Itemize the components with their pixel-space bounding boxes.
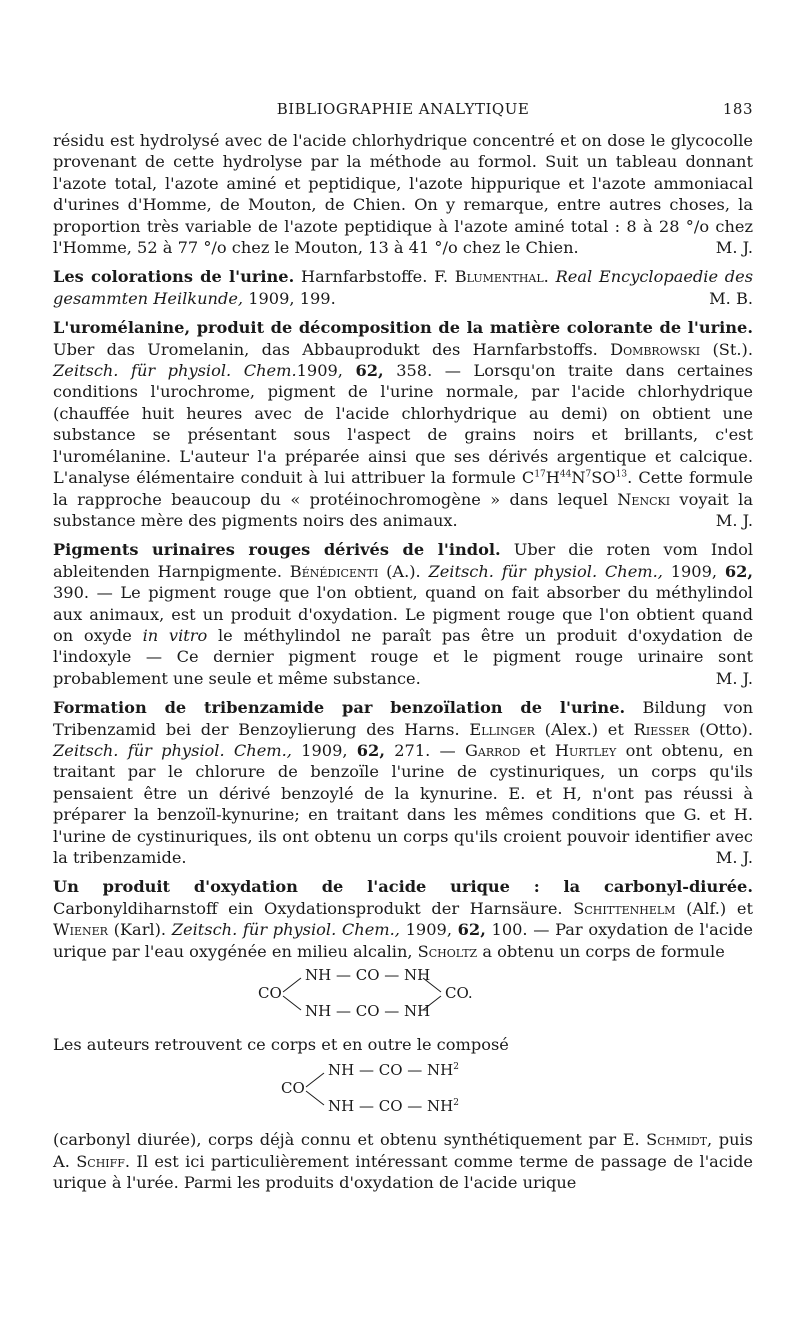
author: Blumenthal. bbox=[454, 267, 549, 287]
subscript: 17 bbox=[534, 469, 546, 480]
article-title: Formation de tribenzamide par benzoïlation de l'urine. bbox=[53, 698, 626, 718]
text: (Karl). bbox=[107, 920, 172, 940]
author: Hurtley bbox=[554, 740, 617, 760]
bracket-left-top bbox=[283, 978, 301, 992]
text: 358. — Lorsqu'on traite dans certaines conditions l'urochrome, pigment de l'urine normale, par l'acide chlorhydrique (chauffée huit heures avec de l'acide chlorhydrique au demi) on obtient une substance se présentant sous l'aspect de grains noirs et brillants, c'est l'uromélanine. L'auteur l'a préparée ainsi que ses dérivés argentique et calcique. L'analyse élémentaire conduit à lui attribuer la formule C bbox=[53, 361, 753, 488]
text: Uber die roten vom Indol ableitenden Harnpigmente. bbox=[53, 540, 753, 581]
paragraph-continued bbox=[53, 130, 753, 258]
text: a obtenu un corps de formule bbox=[477, 941, 725, 961]
formula-bottom-text: NH — CO — NH bbox=[328, 1097, 454, 1116]
volume: 62, bbox=[724, 561, 753, 581]
text: 1909, bbox=[291, 740, 357, 760]
text: ont obtenu, en traitant par le chlorure de benzoïle l'urine de cystinuriques, un corps qu'ils pensaient être un dérivé benzoylé de la kynurine. E. et H, n'ont pas réussi à préparer la benzoïl-kynurine; en traitant dans les mêmes conditions que G. et H. l'urine de cystinuriques, ils ont obtenu un corps qu'ils croient pouvoir identifier avec la tribenzamide. bbox=[53, 740, 753, 867]
journal: Zeitsch. für physiol. Chem., bbox=[171, 920, 400, 940]
bracket-left-top bbox=[306, 1073, 324, 1087]
article-tribenzamide bbox=[53, 697, 753, 868]
text: , puis A. bbox=[53, 1130, 753, 1171]
article-uromelanine bbox=[53, 317, 753, 531]
text: 271. — bbox=[384, 740, 465, 760]
text: H bbox=[545, 468, 560, 488]
text: Bildung von Tribenzamid bei der Benzoylierung des Harns. bbox=[53, 698, 753, 739]
text: (carbonyl diurée), corps déjà connu et obtenu synthétiquement par E. bbox=[53, 1130, 647, 1150]
signature: M. J. bbox=[715, 510, 753, 530]
author: Scholtz bbox=[417, 941, 478, 961]
signature: M. J. bbox=[715, 668, 753, 688]
journal: Real Encyclopaedie des gesammten Heilkunde, bbox=[53, 267, 754, 308]
text: (Alex.) et bbox=[534, 719, 634, 739]
author: Schiff bbox=[76, 1151, 125, 1171]
volume: 62, bbox=[457, 920, 486, 940]
text: 1909, bbox=[399, 920, 458, 940]
text: 1909, bbox=[296, 361, 356, 381]
text: N bbox=[571, 468, 586, 488]
formula-top: NH — CO — NH bbox=[305, 966, 431, 985]
signature: M. J. bbox=[715, 238, 753, 258]
text: 1909, 199. bbox=[243, 288, 336, 308]
bracket-left-bottom bbox=[283, 996, 301, 1010]
paragraph-last bbox=[53, 1129, 753, 1193]
body-text bbox=[53, 130, 753, 1202]
formula-bottom bbox=[328, 1097, 459, 1115]
formula-top bbox=[328, 1061, 459, 1079]
text bbox=[549, 267, 556, 286]
volume: 62, bbox=[355, 361, 384, 381]
text: Harnfarbstoffe. F. bbox=[294, 267, 455, 287]
running-title: BIBLIOGRAPHIE ANALYTIQUE bbox=[276, 100, 530, 118]
author: Garrod bbox=[465, 740, 521, 760]
formula-bottom: NH — CO — NH bbox=[305, 1002, 431, 1021]
text: (Alf.) et bbox=[675, 898, 753, 918]
author: Dombrowski bbox=[610, 339, 701, 359]
article-pigments bbox=[53, 539, 753, 689]
text: 1909, bbox=[662, 561, 725, 581]
text: SO bbox=[591, 468, 616, 488]
formula-left: CO bbox=[281, 1079, 305, 1098]
article-title: Les colorations de l'urine. bbox=[53, 267, 295, 287]
text: (Otto). bbox=[689, 719, 753, 739]
italic-term: in vitro bbox=[142, 625, 208, 645]
subscript: 44 bbox=[559, 469, 572, 480]
text: . Il est ici particulièrement intéressant comme terme de passage de l'acide urique à l'urée. Parmi les produits d'oxydation de l'acide urique bbox=[53, 1151, 754, 1193]
article-title: Un produit d'oxydation de l'acide urique : la carbonyl-diurée. bbox=[53, 877, 753, 897]
article-colorations bbox=[53, 266, 753, 309]
volume: 62, bbox=[356, 740, 385, 760]
article-title: L'uromélanine, produit de décomposition de la matière colorante de l'urine. bbox=[53, 318, 753, 338]
author: Schmidt bbox=[646, 1130, 708, 1150]
running-head bbox=[53, 100, 753, 122]
text: voyait la substance mère des pigments noirs des animaux. bbox=[53, 489, 753, 530]
subscript: 7 bbox=[585, 469, 592, 480]
subscript: 13 bbox=[615, 469, 628, 480]
formula-compose bbox=[53, 1059, 753, 1119]
text: . Cette formule la rapproche beaucoup du « protéinochromogène » dans lequel bbox=[53, 468, 754, 509]
author: Wiener bbox=[53, 920, 108, 940]
bracket-left-bottom bbox=[306, 1091, 324, 1105]
author: Ellinger bbox=[469, 719, 535, 739]
author: Bénédicenti bbox=[289, 561, 379, 581]
article-title: Pigments urinaires rouges dérivés de l'indol. bbox=[53, 540, 501, 560]
signature: M. B. bbox=[709, 288, 753, 308]
text: résidu est hydrolysé avec de l'acide chlorhydrique concentré et on dose le glycocolle provenant de cette hydrolyse par la méthode au formol. Suit un tableau donnant l'azote total, l'azote aminé et peptidique, l'azote hippurique et l'azote ammoniacal d'urines d'Homme, de Mouton, de Chien. On y remarque, entre autres choses, la proportion très variable de l'azote peptidique à l'azote aminé total : 8 à 28 °/o chez l'Homme, 52 à 77 °/o chez le Mouton, 13 à 41 °/o chez le Chien. bbox=[53, 131, 753, 258]
text: 100. — Par oxydation de l'acide urique par l'eau oxygénée en milieu alcalin, bbox=[53, 920, 754, 961]
text: (St.). bbox=[700, 339, 753, 359]
superscript: 2 bbox=[453, 1062, 459, 1073]
author: Riesser bbox=[633, 719, 690, 739]
author: Nencki bbox=[617, 489, 671, 509]
author: Schittenhelm bbox=[573, 898, 676, 918]
paragraph-compose: Les auteurs retrouvent ce corps et en outre le composé bbox=[53, 1035, 509, 1055]
formula-left: CO bbox=[258, 984, 282, 1003]
text: et bbox=[520, 740, 555, 760]
formula-carbonyl-diuree bbox=[53, 964, 753, 1024]
text: Uber das Uromelanin, das Abbauprodukt des Harnfarbstoffs. bbox=[53, 339, 611, 359]
journal: Zeitsch. für physiol. Chem., bbox=[53, 740, 292, 760]
journal: Zeitsch. für physiol. Chem., bbox=[428, 561, 663, 581]
journal: Zeitsch. für physiol. Chem. bbox=[53, 361, 297, 381]
page-number: 183 bbox=[722, 100, 753, 118]
formula-right: CO. bbox=[445, 984, 473, 1003]
text: Carbonyldiharnstoff ein Oxydationsprodukt der Harnsäure. bbox=[53, 898, 574, 918]
article-carbonyl-diuree bbox=[53, 876, 753, 962]
text: 390. — Le pigment rouge que l'on obtient, quand on fait absorber du méthylindol aux animaux, est un produit d'oxydation. Le pigment rouge que l'on obtient quand on oxyde bbox=[53, 583, 753, 645]
formula-top-text: NH — CO — NH bbox=[328, 1061, 454, 1080]
signature: M. J. bbox=[715, 848, 753, 867]
text: le méthylindol ne paraît pas être un produit d'oxydation de l'indoxyle — Ce dernier pigment rouge et le pigment rouge urinaire sont probablement une seule et même substance. bbox=[53, 625, 753, 688]
text: (A.). bbox=[378, 561, 429, 581]
superscript: 2 bbox=[453, 1098, 459, 1109]
